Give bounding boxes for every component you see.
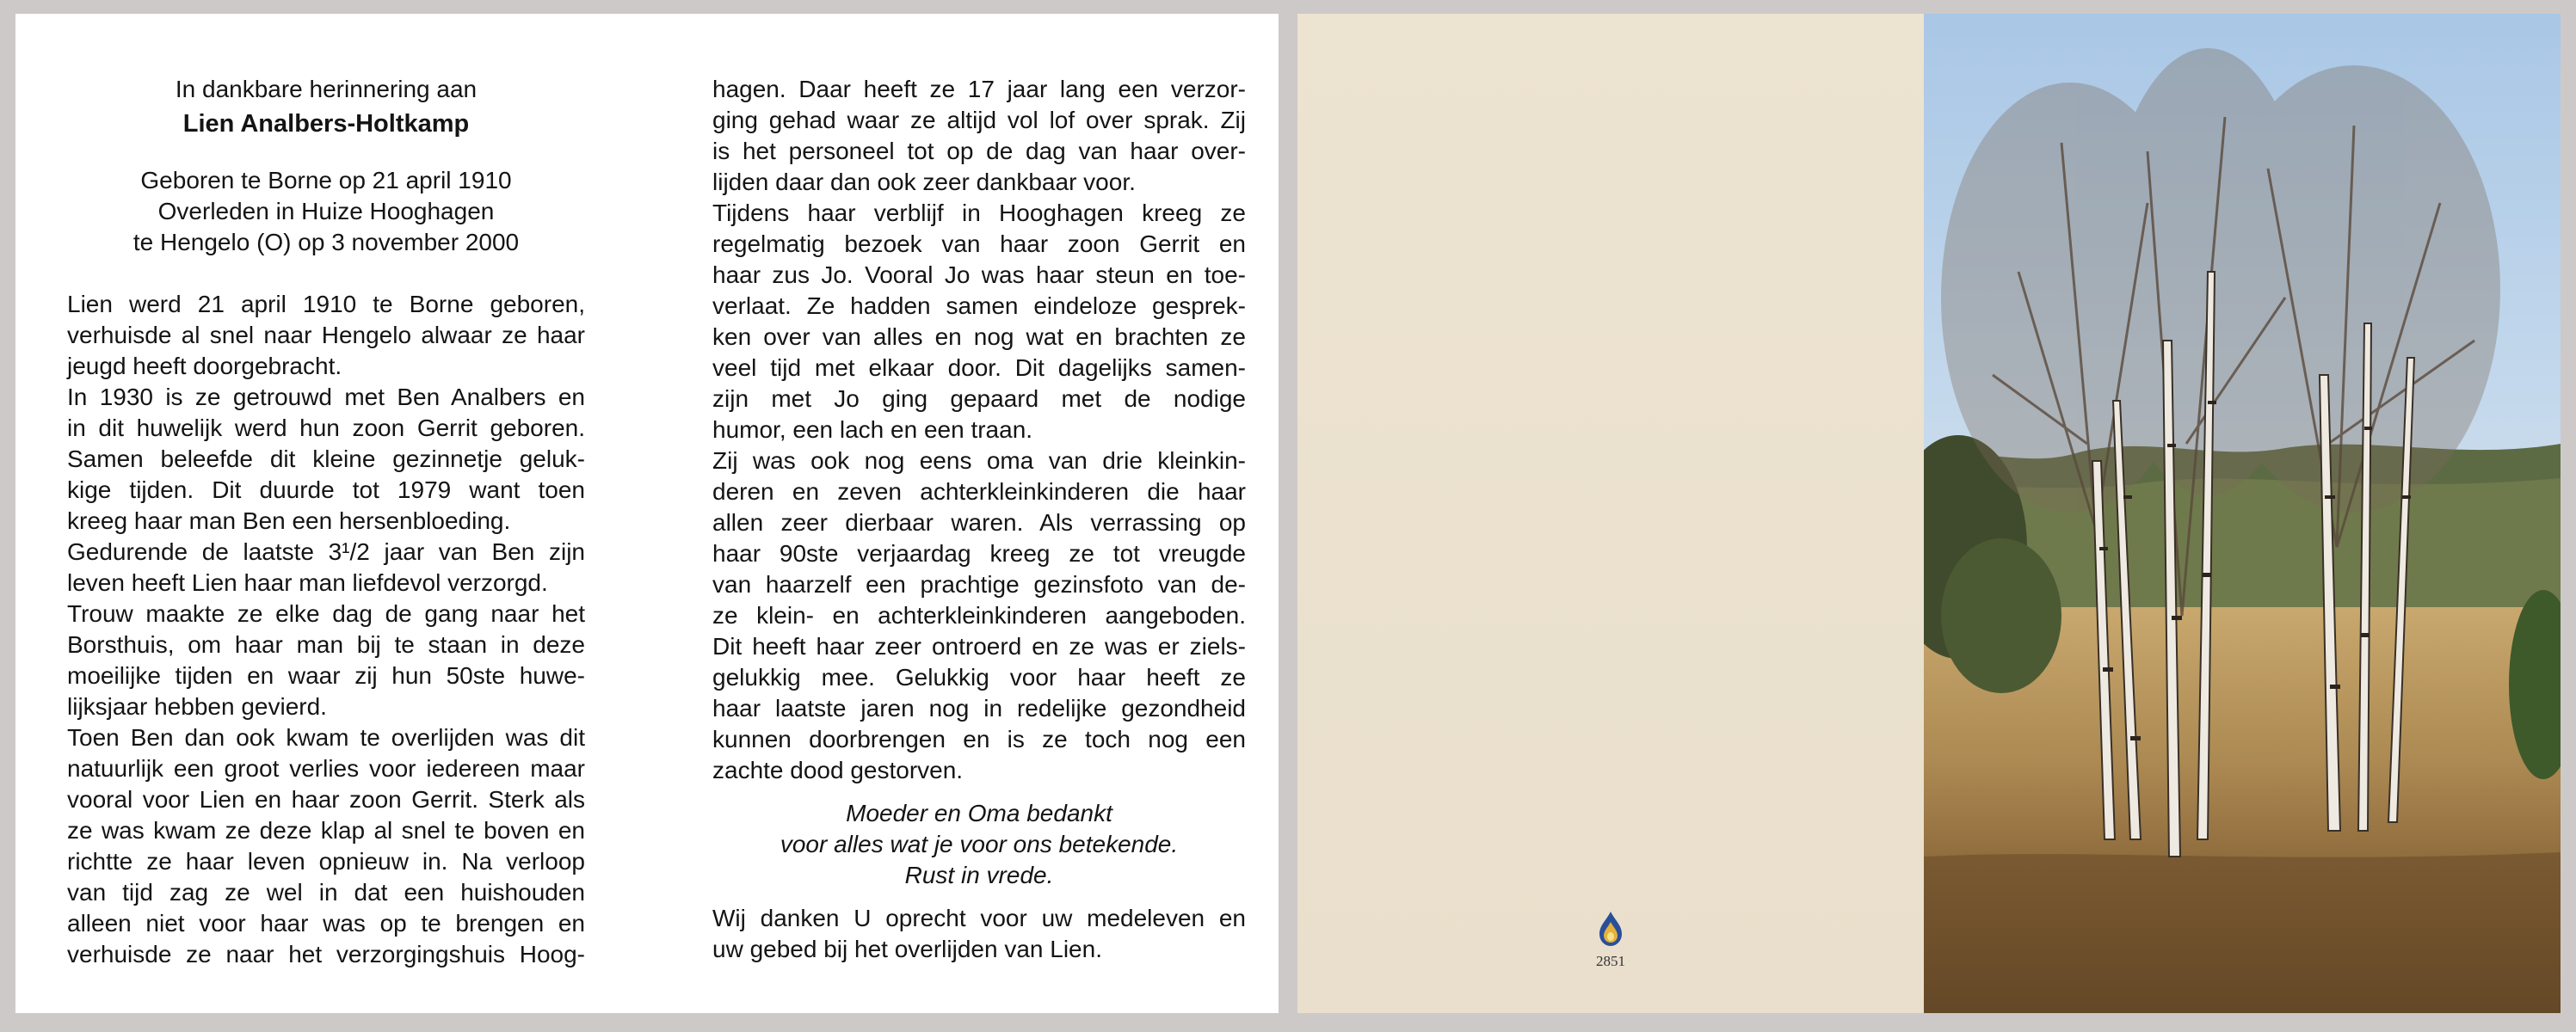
text-line: richtte ze haar leven opnieuw in. Na verloop [67,848,585,875]
text-line: kunnen doorbrengen en is ze toch nog een [712,726,1246,752]
text-line: gelukkig mee. Gelukkig voor haar heeft ze [712,664,1246,691]
text-line: ken over van alles en nog wat en brachten ze [712,323,1246,350]
text-line: vooral voor Lien en haar zoon Gerrit. Sterk als [67,786,585,813]
text-line: natuurlijk een groot verlies voor iedereen maar [67,755,585,782]
text-line: Wij danken U oprecht voor uw medeleven en [712,905,1246,931]
text-line: kreeg haar man Ben een hersenbloeding. [67,507,511,534]
text-line: Trouw maakte ze elke dag de gang naar het [67,600,585,627]
text-line: Lien werd 21 april 1910 te Borne geboren, [67,291,585,317]
text-line: lijden daar dan ook zeer dankbaar voor. [712,169,1136,195]
text-line: haar zus Jo. Vooral Jo was haar steun en toe- [712,261,1246,288]
poem-line: voor alles wat je voor ons betekende. [780,831,1179,857]
left-column [67,74,585,970]
deceased-name: Lien Analbers-Holtkamp [182,110,470,138]
text-line: allen zeer dierbaar waren. Als verrassing op [712,509,1246,536]
intro-line: In dankbare herinnering aan [175,76,478,102]
text-line: uw gebed bij het overlijden van Lien. [712,936,1102,962]
text-line: verhuisde al snel naar Hengelo alwaar ze haar [67,322,585,348]
birth-line: Geboren te Borne op 21 april 1910 [140,167,512,194]
death-line-2: te Hengelo (O) op 3 november 2000 [132,229,520,255]
text-line: Toen Ben dan ook kwam te overlijden was dit [67,724,585,751]
text-line: alleen niet voor haar was op te brengen en [67,910,585,937]
text-line: zachte dood gestorven. [712,757,964,783]
text-line: leven heeft Lien haar man liefdevol verzorgd. [67,569,548,596]
text-line: deren en zeven achterkleinkinderen die haar [712,478,1246,505]
text-line: verlaat. Ze hadden samen eindeloze gesprek- [712,292,1246,319]
text-line: kige tijden. Dit duurde tot 1979 want toen [67,476,585,503]
text-line: ze was kwam ze deze klap al snel te boven en [67,817,585,844]
text-line: In 1930 is ze getrouwd met Ben Analbers en [67,384,585,410]
text-line: Samen beleefde dit kleine gezinnetje geluk- [67,445,585,472]
text-line: ging gehad waar ze altijd vol lof over sprak. Zij [712,107,1246,133]
card-number: 2851 [1596,953,1625,969]
text-line: ze klein- en achterkleinkinderen aangeboden. [712,602,1246,629]
text-line: Gedurende de laatste 3¹/2 jaar van Ben zijn [67,538,585,565]
card-back [1297,14,1924,1013]
text-line: Dit heeft haar zeer ontroerd en ze was er ziels- [712,633,1246,660]
text-line: is het personeel tot op de dag van haar over- [712,138,1246,164]
text-line: humor, een lach en een traan. [712,416,1033,443]
text-line: Zij was ook nog eens oma van drie kleinkin- [712,447,1246,474]
poem-line: Rust in vrede. [904,862,1054,888]
text-line: haar 90ste verjaardag kreeg ze tot vreugde [712,540,1246,567]
landscape-photo [1924,14,2561,1013]
text-line: Tijdens haar verblijf in Hooghagen kreeg ze [712,200,1246,226]
flame-icon [1596,910,1625,948]
text-page [15,14,1279,1013]
poem [712,798,1246,891]
birch-trees-heath-photo-icon [1924,14,2561,1013]
text-line: jeugd heeft doorgebracht. [67,353,342,379]
text-line: in dit huwelijk werd hun zoon Gerrit geboren. [67,415,585,441]
right-column [712,74,1246,965]
publisher-logo [1590,910,1631,970]
right-body-text [712,74,1246,786]
text-line: Borsthuis, om haar man bij te staan in deze [67,631,585,658]
text-line: lijksjaar hebben gevierd. [67,693,327,720]
death-line-1: Overleden in Huize Hooghagen [157,198,495,224]
text-line: moeilijke tijden en waar zij hun 50ste huwe- [67,662,585,689]
text-line: zijn met Jo ging gepaard met de nodige [712,385,1246,412]
poem-line: Moeder en Oma bedankt [846,800,1112,826]
thanks-text [712,903,1246,965]
text-line: van haarzelf een prachtige gezinsfoto van de- [712,571,1246,598]
text-line: verhuisde ze naar het verzorgingshuis Hoog- [67,941,585,968]
text-line: haar laatste jaren nog in redelijke gezondheid [712,695,1246,722]
text-line: regelmatig bezoek van haar zoon Gerrit en [712,230,1246,257]
text-line: hagen. Daar heeft ze 17 jaar lang een verzor- [712,76,1246,102]
text-line: van tijd zag ze wel in dat een huishouden [67,879,585,906]
text-line: veel tijd met elkaar door. Dit dagelijks samen- [712,354,1246,381]
left-body-text [67,289,585,970]
